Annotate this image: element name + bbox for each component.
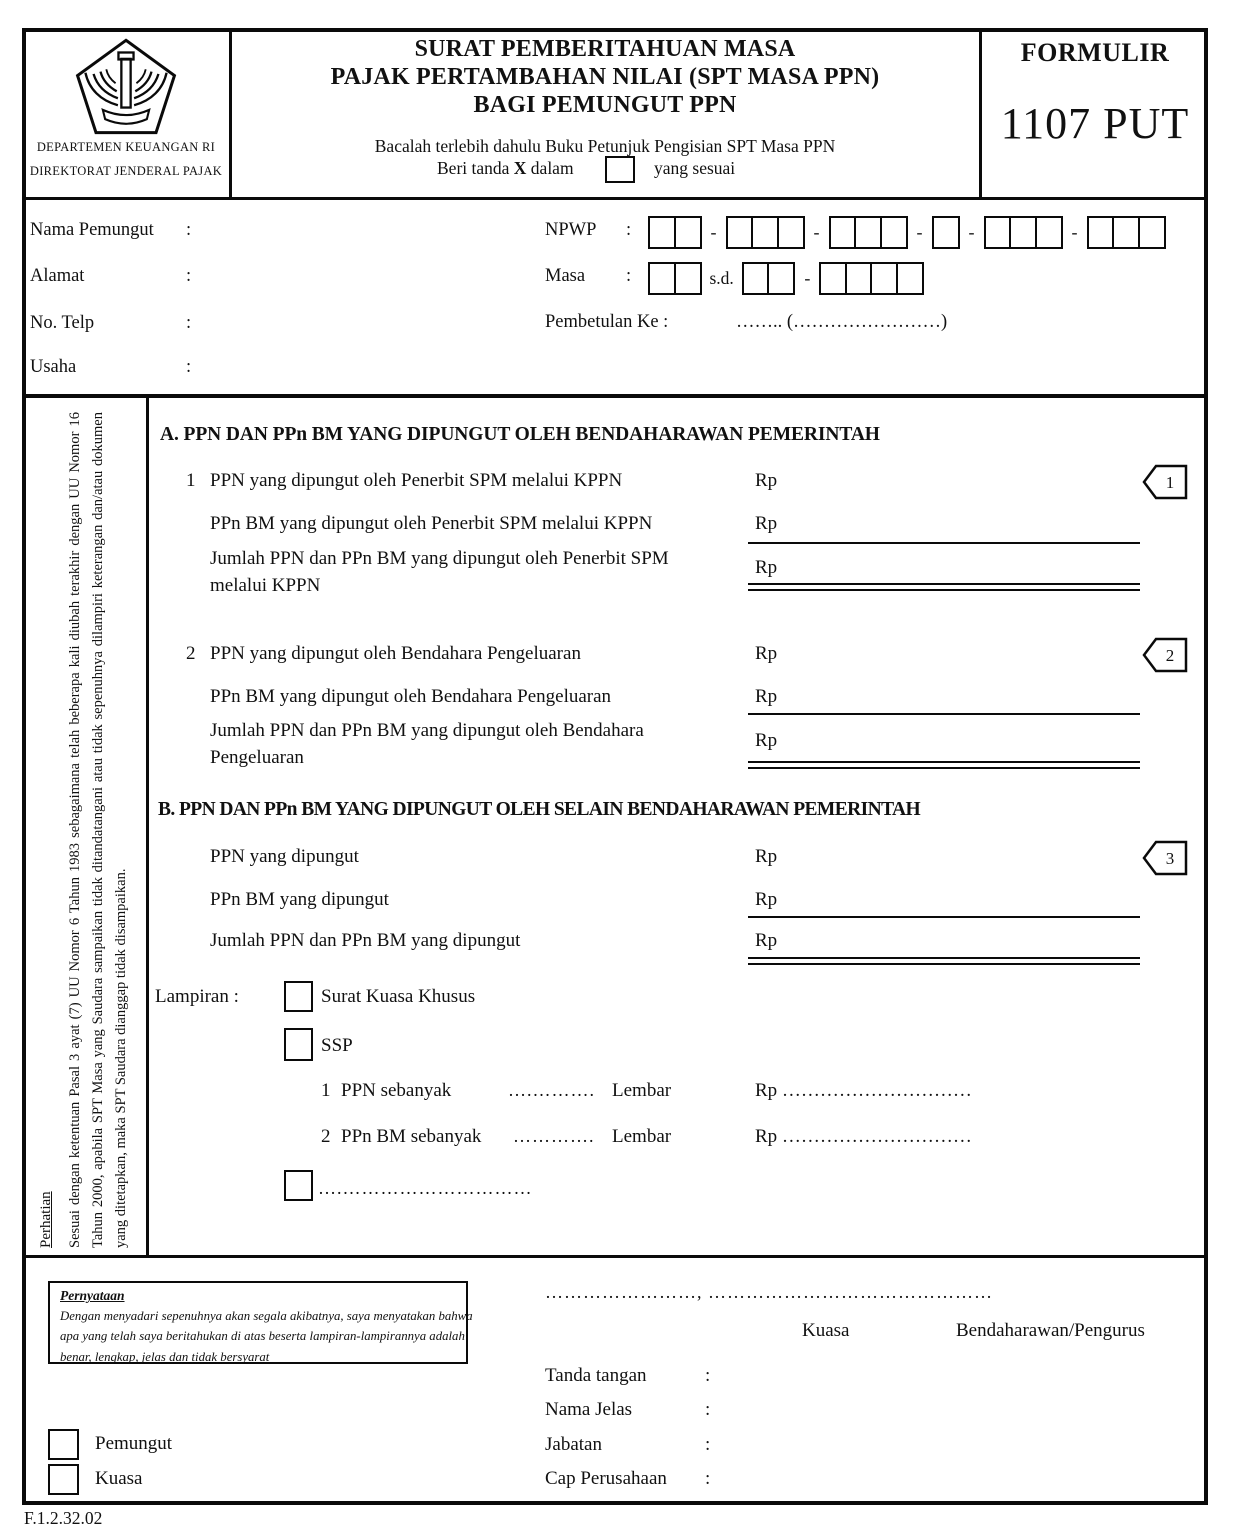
ssp1-count-fill-in[interactable]: ….………. — [508, 1080, 595, 1100]
masa-year[interactable] — [819, 262, 924, 295]
surat-kuasa-checkbox[interactable] — [284, 981, 313, 1012]
masa-to[interactable] — [742, 262, 796, 295]
business-label: Usaha — [30, 357, 77, 377]
declaration-box — [48, 1281, 473, 1364]
item2-row1-label: PPN yang dipungut oleh Bendahara Pengeluaran — [210, 643, 581, 664]
surat-kuasa-label: Surat Kuasa Khusus — [321, 986, 476, 1007]
b-row3-currency: Rp — [755, 930, 778, 951]
masa-sep: - — [804, 268, 811, 288]
ssp-label: SSP — [321, 1035, 353, 1056]
agency-name-line1: DEPARTEMEN KEUANGAN RI — [36, 140, 216, 154]
svg-text:1: 1 — [1165, 473, 1175, 492]
item1-row3-currency: Rp — [755, 557, 778, 578]
ssp1-unit: Lembar — [612, 1080, 672, 1101]
name-colon: : — [186, 220, 192, 240]
b-row1-label: PPN yang dipungut — [210, 846, 359, 867]
item1-row3-label-line1: Jumlah PPN dan PPn BM yang dipungut oleh Penerbit SPM — [210, 548, 669, 569]
item1-row2-currency: Rp — [755, 513, 778, 534]
section-a-heading: A. PPN DAN PPn BM YANG DIPUNGUT OLEH BENDAHARAWAN PEMERINTAH — [160, 424, 880, 445]
item1-row2-label: PPn BM yang dipungut oleh Penerbit SPM melalui KPPN — [210, 513, 653, 534]
form-number: 1107 PUT — [1000, 99, 1190, 148]
place-date-fill-in[interactable]: ……………………, ……………………………………… — [545, 1282, 993, 1302]
item2-number: 2 — [186, 643, 196, 664]
total-double-rule — [748, 761, 1140, 769]
signature-row4-colon: : — [705, 1468, 711, 1489]
pemungut-checkbox-label: Pemungut — [95, 1433, 173, 1454]
pemungut-checkbox[interactable] — [48, 1429, 79, 1460]
code-tag-2 — [1142, 637, 1188, 673]
pembetulan-fill-in[interactable]: …….. (……………………) — [736, 312, 948, 332]
item1-row1-currency: Rp — [755, 470, 778, 491]
other-attachment-checkbox[interactable] — [284, 1170, 313, 1201]
masa-input-boxes[interactable] — [648, 262, 924, 295]
npwp-sep: - — [813, 222, 820, 242]
b-row2-currency: Rp — [755, 889, 778, 910]
form-title-line2: PAJAK PERTAMBAHAN NILAI (SPT MASA PPN) — [330, 64, 880, 90]
sidebar-warning-body: Sesuai dengan ketentuan Pasal 3 ayat (7) UU Nomor 6 Tahun 1983 sebagaimana telah beberapa kali diubah terakhir dengan UU Nomor 16 Tahun 2000, apabila SPT Masa yang Saudara sampaikan tidak ditandatangani atau tidak sepenuhnya dilampiri keterangan dan/atau dokumen yang ditetapkan, maka SPT Saudara dianggap tidak disampaikan. — [67, 412, 129, 1248]
item1-row1-label: PPN yang dipungut oleh Penerbit SPM melalui KPPN — [210, 470, 623, 491]
ssp2-label: PPn BM sebanyak — [341, 1126, 482, 1147]
item2-row3-label-line2: Pengeluaran — [210, 747, 304, 768]
formulir-label: FORMULIR — [1020, 38, 1170, 67]
svg-text:2: 2 — [1165, 646, 1175, 665]
code-tag-3 — [1142, 840, 1188, 876]
svg-text:3: 3 — [1165, 849, 1175, 868]
signer-column-kuasa: Kuasa — [802, 1320, 850, 1341]
phone-label: No. Telp — [30, 313, 95, 333]
signature-row3-colon: : — [705, 1434, 711, 1455]
item1-number: 1 — [186, 470, 196, 491]
npwp-input-boxes[interactable] — [648, 216, 1166, 249]
declaration-title: Pernyataan — [60, 1288, 125, 1303]
phone-colon: : — [186, 313, 192, 333]
signer-column-bendaharawan: Bendaharawan/Pengurus — [956, 1320, 1145, 1341]
code-tag-1 — [1142, 464, 1188, 500]
item2-row3-label-line1: Jumlah PPN dan PPn BM yang dipungut oleh Bendahara — [210, 720, 644, 741]
subtotal-rule — [748, 916, 1140, 918]
ssp2-number: 2 — [321, 1126, 331, 1147]
bold-x: X — [513, 158, 527, 178]
npwp-sep: - — [710, 222, 717, 242]
total-double-rule — [748, 583, 1140, 591]
kuasa-checkbox-label: Kuasa — [95, 1468, 143, 1489]
npwp-group-3[interactable] — [829, 216, 908, 249]
npwp-sep: - — [916, 222, 923, 242]
mark-instruction: Beri tanda X dalam — [437, 158, 574, 178]
signature-row1-colon: : — [705, 1365, 711, 1386]
other-attachment-fill-in[interactable]: ….………………………… — [318, 1178, 533, 1198]
npwp-group-5[interactable] — [984, 216, 1063, 249]
identity-bottom-rule — [22, 394, 1208, 398]
ssp-checkbox[interactable] — [284, 1028, 313, 1061]
masa-colon: : — [626, 266, 632, 286]
item2-row2-label: PPn BM yang dipungut oleh Bendahara Pengeluaran — [210, 686, 612, 707]
ssp1-label: PPN sebanyak — [341, 1080, 452, 1101]
header-bottom-rule — [22, 197, 1208, 200]
item2-row2-currency: Rp — [755, 686, 778, 707]
signature-row2-colon: : — [705, 1399, 711, 1420]
npwp-group-4[interactable] — [932, 216, 960, 249]
form-title-line1: SURAT PEMBERITAHUAN MASA — [414, 36, 796, 62]
signature-row2-label: Nama Jelas — [545, 1399, 633, 1420]
item2-row3-currency: Rp — [755, 730, 778, 751]
sidebar-divider — [146, 398, 149, 1256]
npwp-sep: - — [1071, 222, 1078, 242]
sample-checkbox[interactable] — [605, 156, 635, 183]
address-colon: : — [186, 266, 192, 286]
npwp-sep: - — [968, 222, 975, 242]
ssp2-unit: Lembar — [612, 1126, 672, 1147]
pembetulan-label: Pembetulan Ke : — [545, 312, 669, 332]
sidebar-warning — [38, 412, 133, 1248]
npwp-label: NPWP — [545, 220, 597, 240]
total-double-rule — [748, 957, 1140, 965]
masa-sd-label: s.d. — [709, 268, 734, 288]
mark-instruction-post: yang sesuai — [654, 158, 736, 178]
kuasa-checkbox[interactable] — [48, 1464, 79, 1495]
address-label: Alamat — [30, 266, 85, 286]
subtotal-rule — [748, 542, 1140, 544]
subtotal-rule — [748, 713, 1140, 715]
signature-row1-label: Tanda tangan — [545, 1365, 647, 1386]
form-code: F.1.2.32.02 — [24, 1508, 103, 1528]
npwp-colon: : — [626, 220, 632, 240]
agency-name-line2: DIREKTORAT JENDERAL PAJAK — [29, 164, 223, 178]
masa-from[interactable] — [648, 262, 702, 295]
b-row3-label: Jumlah PPN dan PPn BM yang dipungut — [210, 930, 521, 951]
ssp2-count-fill-in[interactable]: …………. — [513, 1126, 595, 1146]
business-colon: : — [186, 357, 192, 377]
b-row1-currency: Rp — [755, 846, 778, 867]
declaration-line3: benar, lengkap, jelas dan tidak bersyarat — [60, 1349, 270, 1364]
declaration-line2: apa yang telah saya beritahukan di atas beserta lampiran-lampirannya adalah — [60, 1329, 465, 1344]
form-subtitle: Bacalah terlebih dahulu Buku Petunjuk Pengisian SPT Masa PPN — [374, 136, 836, 156]
name-label: Nama Pemungut — [30, 220, 154, 240]
item1-row3-label-line2-clipped: melalui KPPN — [210, 575, 321, 592]
signature-row4-label: Cap Perusahaan — [545, 1468, 667, 1489]
lampiran-label: Lampiran : — [155, 986, 239, 1007]
signature-row3-label: Jabatan — [545, 1434, 602, 1455]
masa-label: Masa — [545, 266, 586, 286]
item2-row1-currency: Rp — [755, 643, 778, 664]
b-row2-label: PPn BM yang dipungut — [210, 889, 389, 910]
sidebar-warning-title: Perhatian — [38, 1191, 54, 1248]
section-b-heading: B. PPN DAN PPn BM YANG DIPUNGUT OLEH SELAIN BENDAHARAWAN PEMERINTAH — [158, 799, 921, 820]
npwp-group-6[interactable] — [1087, 216, 1166, 249]
ssp1-amount-fill-in[interactable]: Rp ………………………… — [755, 1080, 972, 1101]
ssp1-number: 1 — [321, 1080, 331, 1101]
ssp2-amount-fill-in[interactable]: Rp ………………………… — [755, 1126, 972, 1147]
npwp-group-2[interactable] — [726, 216, 805, 249]
declaration-line1: Dengan menyadari sepenuhnya akan segala akibatnya, saya menyatakan bahwa — [60, 1309, 473, 1323]
ministry-of-finance-logo — [68, 38, 184, 140]
npwp-group-1[interactable] — [648, 216, 702, 249]
body-bottom-rule — [22, 1255, 1208, 1258]
form-title-line3: BAGI PEMUNGUT PPN — [473, 92, 737, 118]
